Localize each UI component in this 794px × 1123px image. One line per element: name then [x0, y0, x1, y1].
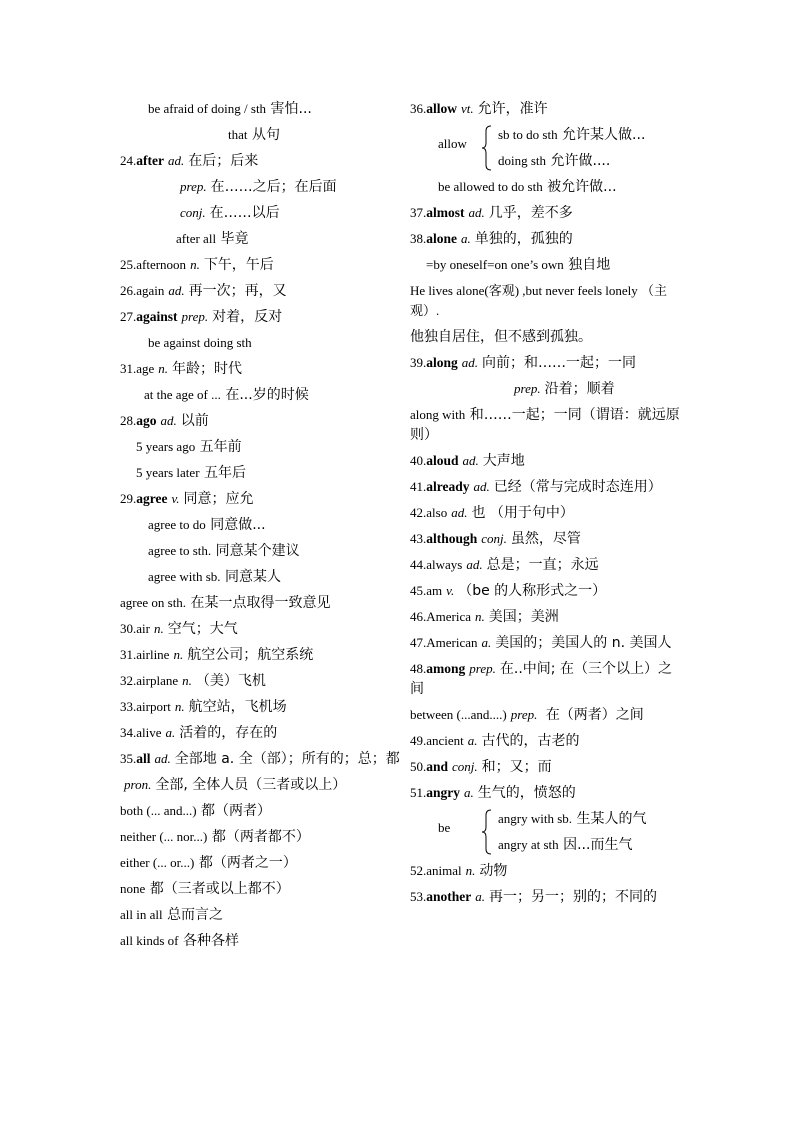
headword: although — [426, 531, 478, 546]
part-of-speech: conj. — [452, 759, 478, 774]
chinese-meaning: 在……以后 — [209, 205, 280, 221]
headword: aloud — [426, 453, 459, 468]
chinese-meaning: 全部, 全体人员（三者或以上） — [155, 777, 347, 793]
entry-detail — [410, 402, 685, 448]
part-of-speech: n. — [465, 863, 476, 878]
part-of-speech: conj. — [180, 205, 206, 220]
vocab-entry — [410, 526, 685, 552]
part-of-speech: ad. — [167, 153, 185, 168]
vocab-entry — [120, 486, 400, 512]
vocab-entry — [410, 630, 685, 656]
chinese-meaning: 虽然，尽管 — [510, 531, 581, 547]
part-of-speech: ad. — [466, 557, 483, 572]
chinese-meaning: 被允许做... — [547, 179, 617, 195]
part-of-speech: ad. — [160, 413, 177, 428]
english-text: =by oneself=on one’s own — [426, 257, 564, 272]
entry-detail — [120, 460, 400, 486]
entry-detail — [120, 772, 400, 798]
chinese-meaning: 生气的，愤怒的 — [477, 785, 576, 801]
english-text: American — [426, 635, 478, 650]
part-of-speech: prep. — [180, 179, 207, 194]
entry-number: 41. — [410, 479, 427, 494]
entry-number: 30. — [120, 621, 137, 636]
part-of-speech: a. — [464, 785, 474, 800]
brace-group — [410, 122, 685, 174]
entry-number: 26. — [120, 283, 137, 298]
entry-number: 45. — [410, 583, 427, 598]
chinese-meaning: 以前 — [180, 413, 209, 429]
entry-detail — [120, 824, 400, 850]
chinese-meaning: 美国；美洲 — [488, 609, 559, 625]
part-of-speech: prep. — [510, 707, 538, 722]
phrase: sb to do sth — [498, 127, 558, 142]
entry-number: 31. — [120, 647, 137, 662]
vocab-entry — [120, 408, 400, 434]
entry-detail — [120, 564, 400, 590]
chinese-meaning: 活着的，存在的 — [179, 725, 278, 741]
vocab-entry — [120, 148, 400, 174]
brace-option — [498, 806, 646, 832]
vocab-entry — [120, 720, 400, 746]
english-text: agree to do — [148, 517, 206, 532]
entry-number: 48. — [410, 661, 427, 676]
vocab-entry — [410, 656, 685, 702]
brace-group — [410, 806, 685, 858]
entry-number: 35. — [120, 751, 137, 766]
brace-icon — [482, 809, 492, 855]
chinese-meaning: 单独的，孤独的 — [474, 231, 573, 247]
entry-number: 47. — [410, 635, 427, 650]
vocab-entry — [120, 746, 400, 772]
entry-number: 37. — [410, 205, 427, 220]
chinese-meaning: 害怕... — [270, 101, 312, 117]
english-text: along with — [410, 407, 466, 422]
entry-detail — [120, 876, 400, 902]
chinese-meaning: 向前；和……一起；一同 — [482, 355, 637, 371]
part-of-speech: ad. — [154, 751, 171, 766]
english-text: be against doing sth — [148, 335, 252, 350]
chinese-meaning: 独自地 — [568, 257, 611, 273]
chinese-meaning: 同意；应允 — [183, 491, 254, 507]
chinese-meaning: 同意某人 — [225, 569, 282, 585]
english-text: animal — [426, 863, 462, 878]
entry-number: 44. — [410, 557, 427, 572]
vocab-entry — [410, 728, 685, 754]
entry-number: 49. — [410, 733, 427, 748]
part-of-speech: ad. — [461, 355, 479, 370]
vocab-entry — [410, 578, 685, 604]
chinese-meaning: 全部地 a. 全（部）；所有的；总；都 — [174, 751, 400, 767]
brace-icon — [482, 125, 492, 171]
chinese-meaning: 都（两者都不） — [211, 829, 310, 845]
entry-number: 25. — [120, 257, 137, 272]
english-text: either (... or...) — [120, 855, 195, 870]
english-text: afternoon — [136, 257, 187, 272]
entry-number: 50. — [410, 759, 427, 774]
english-text: He lives alone(客观) ,but never feels lonely （主观）. — [410, 283, 668, 318]
chinese-meaning: 下午，午后 — [203, 257, 274, 273]
chinese-meaning: 都（两者） — [201, 803, 271, 819]
entry-number: 43. — [410, 531, 427, 546]
entry-detail — [120, 902, 400, 928]
vocab-entry — [410, 500, 685, 526]
entry-number: 29. — [120, 491, 137, 506]
part-of-speech: prep. — [469, 661, 496, 676]
entry-detail — [410, 174, 685, 200]
english-text: airplane — [136, 673, 179, 688]
brace-option — [498, 148, 610, 174]
chinese-meaning: 也 （用于句中） — [471, 505, 574, 521]
english-text: neither (... nor...) — [120, 829, 208, 844]
entry-number: 34. — [120, 725, 137, 740]
chinese-meaning: 都（两者之一） — [198, 855, 297, 871]
headword: all — [136, 751, 151, 766]
english-text: alive — [136, 725, 162, 740]
english-text: air — [136, 621, 150, 636]
english-text: 5 years later — [136, 465, 200, 480]
vocab-entry — [410, 448, 685, 474]
headword: almost — [426, 205, 465, 220]
chinese-meaning: （be 的人称形式之一） — [458, 583, 607, 599]
english-text: between (...and....) — [410, 707, 507, 722]
entry-detail — [120, 928, 400, 954]
english-text: ancient — [426, 733, 464, 748]
english-text: again — [136, 283, 165, 298]
part-of-speech: ad. — [168, 283, 185, 298]
part-of-speech: ad. — [473, 479, 490, 494]
chinese-meaning: 五年后 — [203, 465, 246, 481]
vocab-entry — [410, 350, 685, 376]
entry-detail — [120, 850, 400, 876]
chinese-meaning: 五年前 — [199, 439, 242, 455]
chinese-meaning: 在……之后；在后面 — [210, 179, 337, 195]
part-of-speech: a. — [165, 725, 176, 740]
headword: and — [426, 759, 449, 774]
brace-option — [498, 122, 645, 148]
vocab-entry — [120, 304, 400, 330]
entry-detail — [120, 798, 400, 824]
chinese-meaning: 从句 — [251, 127, 280, 143]
entry-detail — [120, 96, 400, 122]
vocab-entry — [120, 278, 400, 304]
entry-number: 46. — [410, 609, 427, 624]
entry-number: 39. — [410, 355, 427, 370]
vocab-entry — [410, 858, 685, 884]
part-of-speech: prep. — [514, 381, 541, 396]
part-of-speech: v. — [446, 583, 455, 598]
english-text: that — [228, 127, 248, 142]
entry-detail — [410, 702, 685, 728]
entry-number: 53. — [410, 889, 427, 904]
part-of-speech: v. — [171, 491, 180, 506]
english-text: at the age of ... — [144, 387, 221, 402]
headword: against — [136, 309, 178, 324]
chinese-meaning: 古代的，古老的 — [481, 733, 580, 749]
entry-detail — [120, 330, 400, 356]
headword: agree — [136, 491, 168, 506]
vocab-entry — [410, 780, 685, 806]
vocab-entry — [410, 200, 685, 226]
headword: angry — [426, 785, 460, 800]
headword: alone — [426, 231, 458, 246]
vocab-entry — [410, 604, 685, 630]
vocab-entry — [120, 668, 400, 694]
chinese-meaning: 和……一起；一同（谓语：就远原则） — [410, 407, 680, 443]
vocab-entry — [120, 252, 400, 278]
english-text: 5 years ago — [136, 439, 196, 454]
chinese-meaning: 年龄；时代 — [172, 361, 243, 377]
entry-detail — [410, 252, 685, 278]
meaning: 允许做.... — [550, 153, 611, 169]
headword: among — [426, 661, 466, 676]
chinese-meaning: 美国的；美国人的 n. 美国人 — [495, 635, 672, 651]
part-of-speech: n. — [153, 621, 164, 636]
part-of-speech: conj. — [481, 531, 507, 546]
entry-detail — [120, 382, 400, 408]
part-of-speech: ad. — [451, 505, 468, 520]
chinese-meaning: 在后；后来 — [188, 153, 259, 169]
part-of-speech: n. — [182, 673, 192, 688]
vocab-entry — [120, 642, 400, 668]
entry-number: 42. — [410, 505, 427, 520]
entry-detail — [120, 226, 400, 252]
entry-number: 52. — [410, 863, 427, 878]
chinese-meaning: 沿着；顺着 — [544, 381, 615, 397]
headword: ago — [136, 413, 157, 428]
chinese-meaning: 同意某个建议 — [215, 543, 300, 559]
part-of-speech: n. — [158, 361, 169, 376]
vocab-entry — [120, 356, 400, 382]
english-text: age — [136, 361, 155, 376]
brace-lead-word: be — [438, 820, 451, 835]
entry-number: 36. — [410, 101, 427, 116]
chinese-meaning: 对着，反对 — [212, 309, 283, 325]
headword: allow — [426, 101, 458, 116]
part-of-speech: a. — [475, 889, 485, 904]
entry-detail — [410, 278, 685, 324]
english-text: be afraid of doing / sth — [148, 101, 267, 116]
part-of-speech: n. — [174, 699, 185, 714]
chinese-meaning: 动物 — [479, 863, 508, 879]
entry-detail — [120, 434, 400, 460]
entry-detail — [120, 512, 400, 538]
chinese-meaning: 同意做... — [210, 517, 266, 533]
english-text: none — [120, 881, 146, 896]
chinese-meaning: 他独自居住，但不感到孤独。 — [410, 329, 592, 345]
chinese-meaning: 几乎，差不多 — [488, 205, 573, 221]
brace-lead-word: allow — [438, 136, 467, 151]
entry-number: 28. — [120, 413, 137, 428]
meaning: 因...而生气 — [563, 837, 633, 853]
brace-option — [498, 832, 632, 858]
part-of-speech: ad. — [468, 205, 485, 220]
chinese-meaning: 再一次；再，又 — [188, 283, 287, 299]
headword: along — [426, 355, 458, 370]
vocab-entry — [410, 754, 685, 780]
chinese-meaning: 总而言之 — [167, 907, 224, 923]
entry-number: 33. — [120, 699, 137, 714]
vocab-entry — [120, 616, 400, 642]
chinese-meaning: 允许，准许 — [477, 101, 548, 117]
english-text: agree to sth. — [148, 543, 212, 558]
vocab-entry — [410, 884, 685, 910]
part-of-speech: a. — [481, 635, 492, 650]
english-text: agree with sb. — [148, 569, 221, 584]
chinese-meaning: 在...岁的时候 — [225, 387, 309, 403]
chinese-meaning: 总是；一直；永远 — [486, 557, 599, 573]
chinese-meaning: 航空站，飞机场 — [188, 699, 287, 715]
part-of-speech: n. — [475, 609, 485, 624]
entry-detail — [120, 590, 400, 616]
chinese-meaning: 在..中间; 在（三个以上）之间 — [410, 661, 672, 697]
chinese-meaning: 和；又；而 — [481, 759, 552, 775]
english-text: after all — [176, 231, 217, 246]
vocab-entry — [410, 474, 685, 500]
entry-number: 38. — [410, 231, 427, 246]
part-of-speech: prep. — [181, 309, 209, 324]
chinese-meaning: 航空公司；航空系统 — [187, 647, 314, 663]
part-of-speech: n. — [190, 257, 200, 272]
english-text: am — [426, 583, 443, 598]
vocab-entry — [410, 552, 685, 578]
phrase: angry at sth — [498, 837, 559, 852]
entry-detail — [120, 200, 400, 226]
entry-detail — [120, 538, 400, 564]
chinese-meaning: 各种各样 — [182, 933, 239, 949]
english-text: all kinds of — [120, 933, 179, 948]
part-of-speech: a. — [467, 733, 478, 748]
entry-number: 51. — [410, 785, 427, 800]
right-column — [410, 96, 685, 910]
chinese-meaning: 大声地 — [482, 453, 525, 469]
vocab-entry — [120, 694, 400, 720]
vocab-entry — [410, 226, 685, 252]
left-column — [120, 96, 400, 954]
phrase: angry with sb. — [498, 811, 573, 826]
phrase: doing sth — [498, 153, 547, 168]
entry-number: 40. — [410, 453, 427, 468]
entry-number: 31. — [120, 361, 137, 376]
entry-detail — [120, 122, 400, 148]
part-of-speech: n. — [173, 647, 184, 662]
chinese-meaning: 毕竟 — [220, 231, 249, 247]
chinese-meaning: 已经（常与完成时态连用） — [493, 479, 662, 495]
entry-detail — [410, 324, 685, 350]
chinese-meaning: 在（两者）之间 — [545, 707, 644, 723]
entry-detail — [120, 174, 400, 200]
entry-number: 32. — [120, 673, 137, 688]
english-text: both (... and...) — [120, 803, 197, 818]
english-text: airport — [136, 699, 171, 714]
chinese-meaning: 都（三者或以上都不） — [149, 881, 290, 897]
chinese-meaning: （美）飞机 — [195, 673, 266, 689]
english-text: America — [426, 609, 472, 624]
entry-detail — [410, 376, 685, 402]
part-of-speech: vt. — [461, 101, 474, 116]
headword: already — [426, 479, 470, 494]
english-text: all in all — [120, 907, 163, 922]
english-text: be allowed to do sth — [438, 179, 543, 194]
meaning: 生某人的气 — [576, 811, 647, 827]
chinese-meaning: 空气；大气 — [167, 621, 238, 637]
chinese-meaning: 在某一点取得一致意见 — [190, 595, 331, 611]
meaning: 允许某人做... — [562, 127, 646, 143]
english-text: always — [426, 557, 463, 572]
headword: another — [426, 889, 472, 904]
chinese-meaning: 再一；另一；别的；不同的 — [489, 889, 657, 905]
entry-number: 24. — [120, 153, 137, 168]
part-of-speech: pron. — [124, 777, 152, 792]
headword: after — [136, 153, 164, 168]
part-of-speech: ad. — [462, 453, 479, 468]
entry-number: 27. — [120, 309, 137, 324]
english-text: also — [426, 505, 448, 520]
english-text: airline — [136, 647, 170, 662]
part-of-speech: a. — [461, 231, 471, 246]
vocab-entry — [410, 96, 685, 122]
english-text: agree on sth. — [120, 595, 187, 610]
